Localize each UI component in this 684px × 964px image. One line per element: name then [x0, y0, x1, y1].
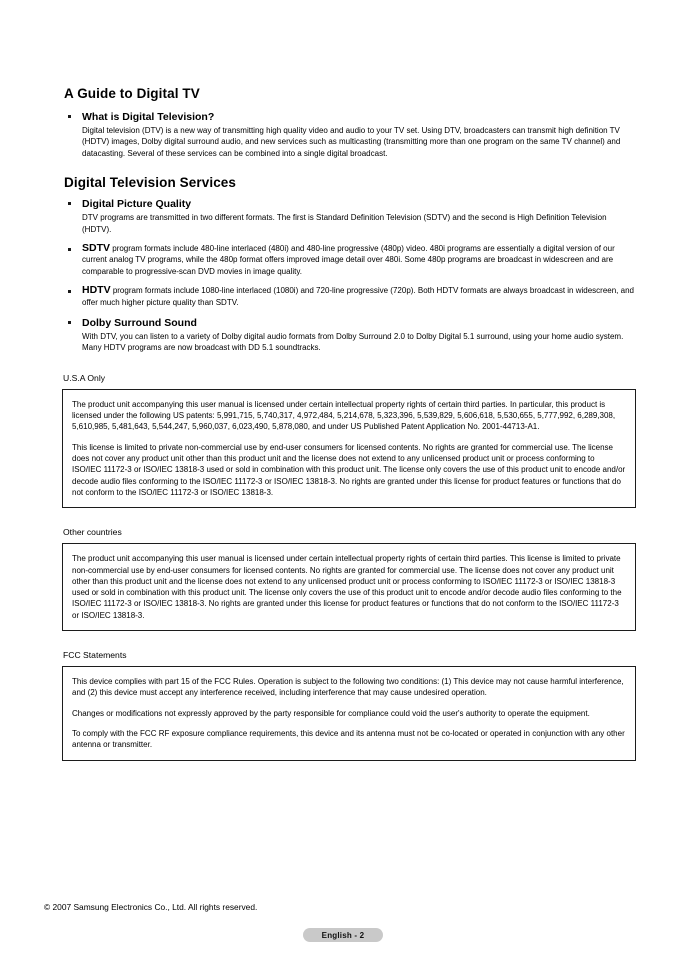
legal-paragraph: Changes or modifications not expressly approved by the party responsible for compliance could void the user's authority to operate the equipment.: [72, 708, 590, 718]
guide-item-what-is-dtv: [62, 110, 636, 159]
service-item-hdtv: [62, 285, 636, 308]
bullet-icon: [68, 115, 71, 118]
page-content: [62, 86, 636, 761]
service-item-heading: Digital Picture Quality: [82, 198, 192, 211]
section-title-services: Digital Television Services: [64, 175, 237, 191]
service-item-sdtv: [62, 243, 636, 277]
page-number-label: English - 2: [321, 930, 365, 940]
bullet-icon: [68, 202, 71, 205]
legal-paragraph: The product unit accompanying this user manual is licensed under certain intellectual property rights of certain third parties. This license is limited to private non-commercial use by end-user consumers for licensed contents. No rights are granted for commercial use. The license does not cover any product unit other than this product unit and the license does not extend to any unlicensed product unit or process conforming to ISO/IEC 11172-3 or ISO/IEC 13818-3 used or sold in combination with this product unit. The license only covers the use of this product unit to encode and/or decode audio files conforming to the ISO/IEC 11172-3 or ISO/IEC 13818-3. No rights are granted under this license for product features or functions that do not conform to the ISO/IEC 11172-3 or ISO/IEC 13818-3.: [72, 554, 622, 620]
legal-label-fcc: FCC Statements: [63, 650, 127, 661]
legal-label-other-countries: Other countries: [63, 527, 122, 538]
service-item-lead: SDTV: [82, 242, 111, 255]
bullet-icon: [68, 290, 71, 293]
service-item-body: program formats include 1080-line interlaced (1080i) and 720-line progressive (720p). Both HDTV formats are always broadcast in widescreen, and offer much higher picture quality than SDTV.: [82, 286, 634, 307]
legal-section-usa: [62, 372, 636, 508]
guide-item-heading: What is Digital Television?: [82, 111, 215, 123]
bullet-icon: [68, 321, 71, 324]
footer-copyright: © 2007 Samsung Electronics Co., Ltd. All rights reserved.: [44, 902, 258, 912]
service-item-body: DTV programs are transmitted in two different formats. The first is Standard Definition Television (SDTV) and the second is High Definition Television (HDTV).: [82, 213, 607, 234]
service-item-lead: HDTV: [82, 284, 111, 297]
legal-section-fcc: [62, 649, 636, 760]
legal-paragraph: This device complies with part 15 of the FCC Rules. Operation is subject to the following two conditions: (1) This device may not cause harmful interference, and (2) this device must accept any interference received, including interference that may cause undesired operation.: [72, 677, 624, 698]
service-item-paragraph: [82, 285, 636, 308]
legal-box-other-countries: [62, 543, 636, 631]
legal-section-other-countries: [62, 526, 636, 631]
service-item-dolby-surround: [62, 316, 636, 354]
legal-box-usa: [62, 389, 636, 508]
service-item-heading: Dolby Surround Sound: [82, 317, 197, 330]
legal-paragraph: To comply with the FCC RF exposure compliance requirements, this device and its antenna must not be co-located or operated in conjunction with any other antenna or transmitter.: [72, 728, 625, 750]
guide-item-body: Digital television (DTV) is a new way of transmitting high quality video and audio to your TV set. Using DTV, broadcasters can transmit high definition TV (HDTV) images, Dolby digital surround audio, and new services such as multicasting (transmitting more than one program on the same TV channel) and datacasting. Several of these services can be combined into a single digital broadcast.: [82, 126, 621, 158]
service-item-picture-quality: [62, 197, 636, 235]
legal-label-usa: U.S.A Only: [63, 372, 106, 383]
service-item-body: program formats include 480-line interlaced (480i) and 480-line progressive (480p) video. 480i programs are essentially a digital version of our current analog TV programs, while the 480p format offers improved image detail over 480i. Some 480p programs are broadcast in widescreen and are comparable to progressive-scan DVD movies in image quality.: [82, 244, 615, 276]
page-title: A Guide to Digital TV: [64, 86, 200, 101]
bullet-icon: [68, 248, 71, 251]
legal-paragraph: The product unit accompanying this user manual is licensed under certain intellectual property rights of certain third parties. In particular, this product is licensed under the following US patents: 5,991,715, 5,740,317, 4,972,484, 5,214,678, 5,323,396, 5,539,829, 5,606,618, 5,530,655, 5,777,992, 6,289,308, 5,610,985, 5,481,643, 5,544,247, 5,960,037, 6,023,490, 5,878,080, and under US Published Patent Application No. 2001-44713-A1.: [72, 399, 616, 432]
legal-paragraph: This license is limited to private non-commercial use by end-user consumers for licensed contents. No rights are granted for commercial use. The license does not cover any product unit other than this product unit and the license does not extend to any unlicensed product unit or process conforming to ISO/IEC 11172-3 or ISO/IEC 13818-3 used or sold in combination with this product unit. The license only covers the use of this product unit to encode and/or decode audio files conforming to the ISO/IEC 11172-3 or ISO/IEC 13818-3. No rights are granted under this license for product features or functions that do not conform to the ISO/IEC 11172-3 or ISO/IEC 13818-3.: [72, 442, 626, 497]
service-item-paragraph: [82, 243, 636, 277]
page-number-badge: [303, 928, 383, 942]
service-item-body: With DTV, you can listen to a variety of Dolby digital audio formats from Dolby Surround 2.0 to Dolby Digital 5.1 surround, using your home audio system. Many HDTV programs are now broadcast with DD 5.1 soundtracks.: [82, 332, 624, 353]
legal-box-fcc: [62, 666, 636, 760]
